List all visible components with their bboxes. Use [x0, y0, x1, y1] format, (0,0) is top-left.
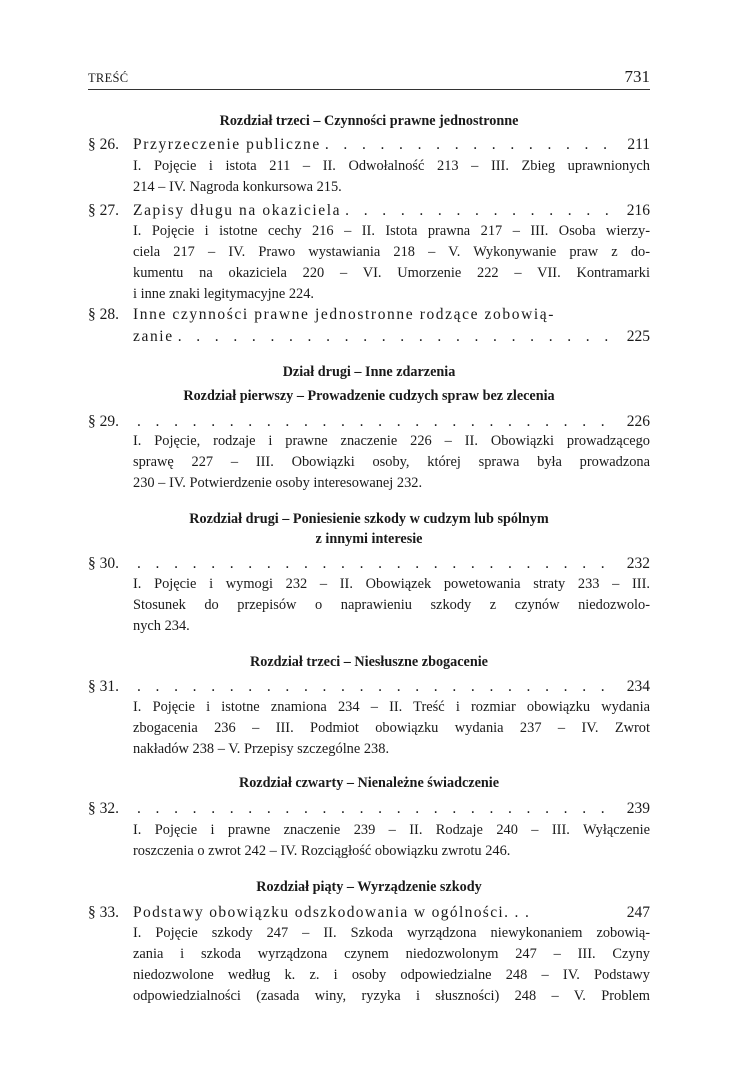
page-number: 731: [624, 67, 650, 86]
summary-line: odpowiedzialności (zasada winy, ryzyka i słuszności) 248 – V. Problem: [133, 988, 650, 1004]
entry-page: 234: [626, 678, 650, 695]
dot-leader: [137, 797, 614, 820]
summary-line: nakładów 238 – V. Przepisy szczególne 238.: [133, 741, 390, 757]
toc-entry-s28-cont: [88, 325, 650, 348]
section-number: § 30.: [88, 555, 119, 572]
summary-line: kumentu na okaziciela 220 – VI. Umorzenie 222 – VII. Kontramarki: [133, 265, 650, 281]
summary-line: ciela 217 – IV. Prawo wystawiania 218 – V. Wykonywanie praw z do-: [133, 244, 650, 260]
chapter-heading: Rozdział trzeci – Niesłuszne zbogacenie: [250, 654, 488, 670]
section-number: § 27.: [88, 202, 119, 219]
division-heading: Dział drugi – Inne zdarzenia: [282, 364, 456, 380]
entry-page: 226: [626, 413, 650, 430]
entry-summary: [133, 156, 650, 198]
dot-leader: [137, 675, 614, 698]
entry-page: 216: [626, 202, 650, 219]
summary-line: roszczenia o zwrot 242 – IV. Rozciągłość obowiązku zwrotu 246.: [133, 843, 511, 859]
section-number: § 28.: [88, 306, 119, 323]
summary-line: zania i szkoda wyrządzona czynem niedozwolonym 247 – III. Czyny: [133, 946, 650, 962]
toc-entry-s27: [88, 199, 650, 222]
section-number: § 32.: [88, 800, 119, 817]
entry-summary: [133, 574, 650, 637]
entry-summary: [133, 697, 650, 760]
summary-line: I. Pojęcie szkody 247 – II. Szkoda wyrządzona niewykonaniem zobowią-: [133, 925, 650, 941]
chapter-heading: Rozdział drugi – Poniesienie szkody w cudzym lub spólnym: [189, 511, 549, 527]
summary-line: 230 – IV. Potwierdzenie osoby interesowanej 232.: [133, 475, 423, 491]
toc-entry-s29: [88, 410, 650, 433]
entry-summary: [133, 221, 650, 305]
toc-entry-s32: [88, 797, 650, 820]
dot-leader: [137, 552, 614, 575]
chapter-heading: Rozdział piąty – Wyrządzenie szkody: [256, 879, 482, 895]
summary-line: sprawę 227 – III. Obowiązki osoby, której sprawa była prowadzona: [133, 454, 650, 470]
toc-entry-s28: [88, 303, 650, 326]
entry-page: 225: [626, 328, 650, 345]
summary-line: I. Pojęcie, rodzaje i prawne znaczenie 226 – II. Obowiązki prowadzącego: [133, 433, 650, 449]
toc-page: [88, 0, 650, 1080]
summary-line: nych 234.: [133, 618, 190, 634]
section-number: § 31.: [88, 678, 119, 695]
dot-leader: [137, 410, 614, 433]
toc-entry-s26: [88, 133, 650, 156]
entry-page: 247: [626, 904, 650, 921]
entry-title: Podstawy obowiązku odszkodowania w ogólności. . .: [133, 904, 531, 921]
running-title: TREŚĆ: [88, 71, 129, 85]
entry-page: 211: [627, 136, 650, 153]
entry-page: 239: [626, 800, 650, 817]
entry-summary: [133, 431, 650, 494]
summary-line: niedozwolone według k. z. i osoby odpowiedzialne 248 – IV. Podstawy: [133, 967, 650, 983]
summary-line: Stosunek do przepisów o naprawieniu szkody z czynów niedozwolo-: [133, 597, 650, 613]
summary-line: I. Pojęcie i istotne znamiona 234 – II. Treść i rozmiar obowiązku wydania: [133, 699, 650, 715]
summary-line: I. Pojęcie i prawne znaczenie 239 – II. Rodzaje 240 – III. Wyłączenie: [133, 822, 650, 838]
summary-line: I. Pojęcie i wymogi 232 – II. Obowiązek powetowania straty 233 – III.: [133, 576, 650, 592]
chapter-heading: Rozdział trzeci – Czynności prawne jednostronne: [219, 113, 519, 129]
summary-line: I. Pojęcie i istota 211 – II. Odwołalność 213 – III. Zbieg uprawnionych: [133, 158, 650, 174]
entry-title: Zapisy długu na okaziciela: [133, 202, 342, 219]
summary-line: i inne znaki legitymacyjne 224.: [133, 286, 315, 302]
entry-title-continued: zanie: [133, 328, 174, 345]
section-number: § 33.: [88, 904, 119, 921]
toc-entry-s30: [88, 552, 650, 575]
summary-line: 214 – IV. Nagroda konkursowa 215.: [133, 179, 342, 195]
dot-leader: [178, 325, 614, 348]
summary-line: zbogacenia 236 – III. Podmiot obowiązku wydania 237 – IV. Zwrot: [133, 720, 650, 736]
chapter-heading: Rozdział pierwszy – Prowadzenie cudzych spraw bez zlecenia: [183, 388, 555, 404]
section-number: § 29.: [88, 413, 119, 430]
header-rule: [88, 89, 650, 90]
section-number: § 26.: [88, 136, 119, 153]
chapter-heading: Rozdział czwarty – Nienależne świadczenie: [238, 775, 500, 791]
entry-summary: [133, 923, 650, 1007]
summary-line: I. Pojęcie i istotne cechy 216 – II. Istota prawna 217 – III. Osoba wierzy-: [133, 223, 650, 239]
entry-page: 232: [626, 555, 650, 572]
running-head: [88, 66, 650, 90]
toc-entry-s31: [88, 675, 650, 698]
toc-entry-s33: [88, 901, 650, 924]
dot-leader: [345, 199, 614, 222]
entry-title: Przyrzeczenie publiczne: [133, 136, 321, 153]
entry-summary: [133, 820, 650, 862]
chapter-heading-continued: z innymi interesie: [315, 531, 423, 547]
entry-title: Inne czynności prawne jednostronne rodzące zobowią-: [133, 306, 556, 323]
dot-leader: [325, 133, 614, 156]
